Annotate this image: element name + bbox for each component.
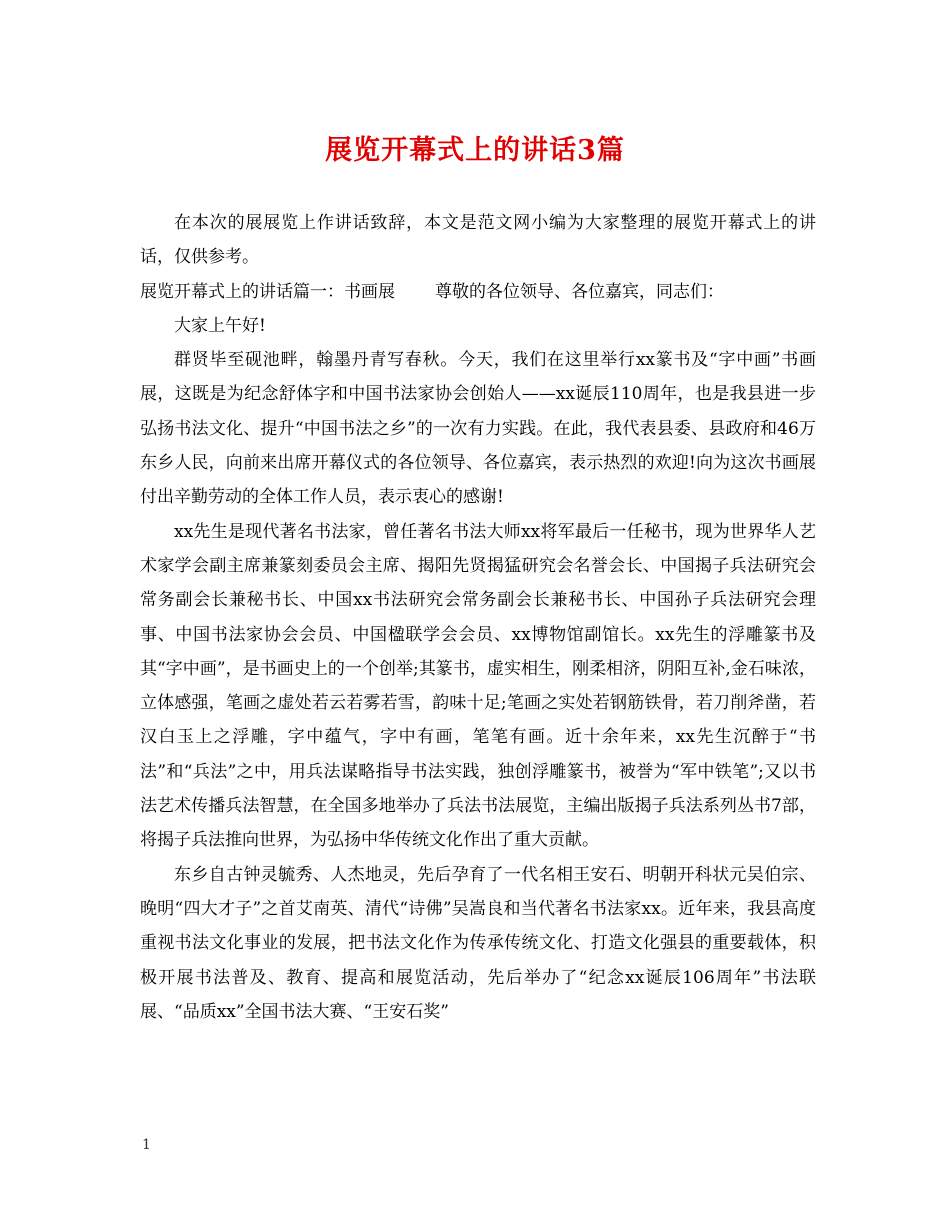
body-paragraph: 群贤毕至砚池畔，翰墨丹青写春秋。今天，我们在这里举行xx篆书及“字中画”书画展，这既是为纪念舒体字和中国书法家协会创始人——xx诞辰110周年，也是我县进一步弘扬书法文化、提升“中国书法之乡”的一次有力实践。在此，我代表县委、县政府和46万东乡人民，向前来出席开幕仪式的各位领导、各位嘉宾，表示热烈的欢迎!向为这次书画展付出辛勤劳动的全体工作人员，表示衷心的感谢!: [140, 350, 816, 508]
page-title: 展览开幕式上的讲话3篇: [325, 135, 625, 166]
body-paragraph: 东乡自古钟灵毓秀、人杰地灵，先后孕育了一代名相王安石、明朝开科状元吴伯宗、晚明“四大才子”之首艾南英、清代“诗佛”吴嵩良和当代著名书法家xx。近年来，我县高度重视书法文化事业的发展，把书法文化作为传承传统文化、打造文化强县的重要载体，积极开展书法普及、教育、提高和展览活动，先后举办了“纪念xx诞辰106周年”书法联展、“品质xx”全国书法大赛、“王安石奖”: [140, 864, 816, 1022]
body-paragraph: xx先生是现代著名书法家，曾任著名书法大师xx将军最后一任秘书，现为世界华人艺术家学会副主席兼篆刻委员会主席、揭阳先贤揭猛研究会名誉会长、中国揭子兵法研究会常务副会长兼秘书长、中国xx书法研究会常务副会长兼秘书长、中国孙子兵法研究会理事、中国书法家协会会员、中国楹联学会会员、xx博物馆副馆长。xx先生的浮雕篆书及其“字中画”，是书画史上的一个创举;其篆书，虚实相生，刚柔相济，阴阳互补,金石味浓，立体感强，笔画之虚处若云若雾若雪，韵味十足;笔画之实处若钢筋铁骨，若刀削斧凿，若汉白玉上之浮雕，字中蕴气，字中有画，笔笔有画。近十余年来，xx先生沉醉于“书法”和“兵法”之中，用兵法谋略指导书法实践，独创浮雕篆书，被誉为“军中铁笔”;又以书法艺术传播兵法智慧，在全国多地举办了兵法书法展览，主编出版揭子兵法系列丛书7部，将揭子兵法推向世界，为弘扬中华传统文化作出了重大贡献。: [140, 521, 816, 851]
page-number: 1: [142, 1137, 151, 1153]
intro-paragraph: 在本次的展展览上作讲话致辞，本文是范文网小编为大家整理的展览开幕式上的讲话，仅供参考。: [140, 213, 816, 268]
section-heading: 展览开幕式上的讲话篇一：书画展: [140, 281, 395, 302]
salutation: 尊敬的各位领导、各位嘉宾，同志们：: [435, 281, 724, 302]
greeting-paragraph: 大家上午好!: [174, 315, 266, 336]
section-heading-line: [140, 275, 816, 309]
document-body: [140, 206, 816, 1029]
